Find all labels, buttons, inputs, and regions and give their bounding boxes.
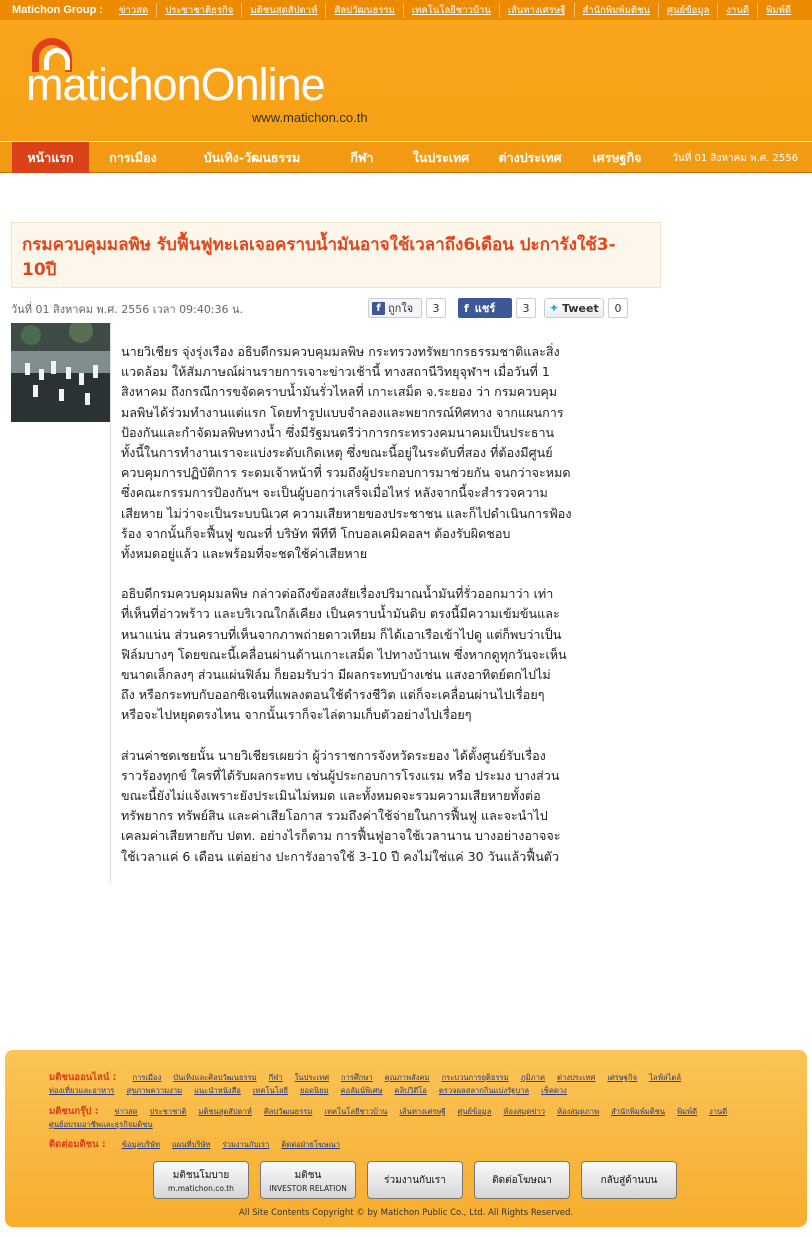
nav-tab-politics[interactable]: การเมือง	[109, 149, 157, 165]
content-divider	[110, 323, 111, 883]
group-link[interactable]: เส้นทางเศรษฐี	[499, 3, 574, 18]
footer-contact-row	[49, 1137, 749, 1152]
footer-group-row	[49, 1104, 749, 1130]
footer-button-label: มติชน	[294, 1169, 322, 1181]
tweet-widget	[544, 298, 628, 318]
footer-link[interactable]: ติดต่อฝ่ายโฆษณา	[281, 1140, 340, 1149]
footer-link[interactable]: ศูนย์ข้อมูล	[457, 1107, 492, 1116]
footer-link[interactable]: เศรษฐกิจ	[607, 1073, 638, 1082]
nav-tab-sports[interactable]: กีฬา	[350, 149, 374, 165]
footer-link[interactable]: ห้องสมุดภาพ	[557, 1107, 600, 1116]
article-body	[121, 342, 662, 887]
site-footer	[5, 1050, 807, 1227]
footer-link[interactable]: สำนักพิมพ์มติชน	[611, 1107, 666, 1116]
article-paragraph: อธิบดีกรมควบคุมมลพิษ กล่าวต่อถึงข้อสงสัยเรื่องปริมาณน้ำมันที่รั่วออกมาว่า เท่า ที่เห็นที่อ่าวพร้าว และบริเวณใกล้เคียง เป็นคราบน้ำมันดิบ ตรงนี้มีความเข้มข้นและ หนาแน่น ส่วนคราบที่เห็นจากภาพถ่ายดาวเทียม ก็ได้เอาเรือเข้าไปดู แต่ก็พบว่าเป็น ฟิล์มบางๆ โดยขณะนี้เคลื่อนผ่านด้านเกาะเสม็ด ไปทางบ้านเพ ซึ่งหากดูทุกวันจะเห็น ขนาดเล็กลงๆ ส่วนแผ่นฟิล์ม ก็ยอมรับว่า มีผลกระทบบ้างเช่น แสงอาทิตย์ตกไปไม่ ถึง หรือกระทบกับออกซิเจนที่แพลงตอนใช้ดำรงชีวิต แต่ก็จะเคลื่อนผ่านไปเรื่อยๆ หรือจะไปหยุดตรงไหน จากนั้นเราก็จะไล่ตามเก็บตัวอย่างไปเรื่อยๆ	[121, 586, 567, 723]
oil-cleanup-photo-icon	[11, 323, 110, 422]
nav-tab-entertainment[interactable]: บันเทิง-วัฒนธรรม	[203, 149, 301, 165]
footer-button-sub: INVESTOR RELATION	[269, 1183, 347, 1193]
footer-link[interactable]: การเมือง	[132, 1073, 162, 1082]
footer-link[interactable]: คอลัมน์พิเศษ	[340, 1086, 383, 1095]
site-logo[interactable]: matichonOnline	[26, 59, 325, 110]
like-label: ถูกใจ	[388, 302, 414, 315]
nav-tab-home[interactable]: หน้าแรก	[12, 142, 89, 173]
footer-group-label: มติชนกรุ๊ป :	[49, 1106, 99, 1117]
group-link[interactable]: งานดี	[717, 3, 757, 18]
nav-tab-local[interactable]: ในประเทศ	[412, 149, 470, 165]
footer-link[interactable]: แนะนำหนังสือ	[194, 1086, 241, 1095]
fb-share-widget	[458, 298, 536, 318]
footer-link[interactable]: ศิลปวัฒนธรรม	[263, 1107, 313, 1116]
group-link[interactable]: สำนักพิมพ์มติชน	[574, 3, 659, 18]
main-nav	[0, 141, 812, 173]
footer-online-label: มติชนออนไลน์ :	[49, 1072, 117, 1083]
investor-relation-button[interactable]	[260, 1161, 356, 1199]
fb-share-count: 3	[516, 298, 536, 318]
footer-link[interactable]: บันเทิงและศิลปวัฒนธรรม	[173, 1073, 257, 1082]
footer-link[interactable]: เช็คดวง	[541, 1086, 567, 1095]
footer-link[interactable]: ประชาชาติ	[149, 1107, 187, 1116]
footer-link[interactable]: เทคโนโลยีชาวบ้าน	[324, 1107, 388, 1116]
article-paragraph: นายวิเชียร จุ่งรุ่งเรือง อธิบดีกรมควบคุมมลพิษ กระทรวงทรัพยากรธรรมชาติและสิ่ง แวดล้อม ให้สัมภาษณ์ผ่านรายการเจาะข่าวเช้านี้ ทางสถานีวิทยุจุฬาฯ เมื่อวันที่ 1 สิงหาคม ถึงกรณีการขจัดคราบน้ำมันรั่วไหลที่ เกาะเสม็ด จ.ระยอง ว่า กรมควบคุม มลพิษได้ร่วมทำงานแต่แรก โดยทำรูปแบบจำลองและพยากรณ์ทิศทาง จากแผนการ ป้องกันและกำจัดมลพิษทางน้ำ ซึ่งมีรัฐมนตรีว่าการกระทรวงคมนาคมเป็นประธาน ทั้งนี้ในการทำงานเราจะแบ่งระดับเกิดเหตุ ซึ่งขณะนี้อยู่ในระดับที่สอง ที่ต้องมีศูนย์ ควบคุมการปฏิบัติการ ระดมเจ้าหน้าที่ รวมถึงผู้ประกอบการมาช่วยกัน จนกว่าจะหมด ซึ่งคณะกรรมการป้องกันฯ จะเป็นผู้บอกว่าเสร็จเมื่อไหร่ หลังจากนี้จะสำรวจความ เสียหาย ไม่ว่าจะเป็นระบบนิเวศ ความเสียหายของประชาชน และก็ไปดำเนินการฟ้อง ร้อง จากนั้นก็จะฟื้นฟู ขณะที่ บริษัท พีทีที โกบอลเคมิคอลฯ ต้องรับผิดชอบ ทั้งหมดอยู่แล้ว และพร้อมที่จะชดใช้ค่าเสียหาย	[121, 344, 572, 562]
footer-online-row	[49, 1070, 749, 1096]
footer-link[interactable]: คุณภาพสังคม	[384, 1073, 430, 1082]
footer-link[interactable]: เส้นทางเศรษฐี	[399, 1107, 446, 1116]
like-count: 3	[426, 298, 446, 318]
mobile-site-button[interactable]	[153, 1161, 249, 1199]
nav-tab-economy[interactable]: เศรษฐกิจ	[592, 149, 642, 165]
group-link[interactable]: ศิลปวัฒนธรรม	[325, 3, 403, 18]
footer-link[interactable]: เทคโนโลยี	[252, 1086, 288, 1095]
group-link[interactable]: เทคโนโลยีชาวบ้าน	[403, 3, 499, 18]
facebook-icon: f	[464, 301, 469, 315]
footer-link[interactable]: ศูนย์อบรมอาชีพและธุรกิจมติชน	[49, 1120, 153, 1129]
headline-box	[11, 222, 661, 288]
article-paragraph: ส่วนค่าชดเชยนั้น นายวิเชียรเผยว่า ผู้ว่าราชการจังหวัดระยอง ได้ตั้งศูนย์รับเรื่อง ราวร้องทุกข์ ใครที่ได้รับผลกระทบ เช่นผู้ประกอบการโรงแรม หรือ ประมง บางส่วน ขณะนี้ยังไม่แจ้งเพราะยังประเมินไม่หมด และทั้งหมดจะรวมความเสียหายทั้งต่อ ทรัพยากร ทรัพย์สิน และค่าเสียโอกาส รวมถึงค่าใช้จ่ายในการฟื้นฟู และจะนำไป เคลมค่าเสียหายกับ ปตท. อย่างไรก็ตาม การฟื้นฟูอาจใช้เวลานาน บางอย่างอาจจะ ใช้เวลาแค่ 6 เดือน แต่อย่าง ปะการังอาจใช้ 3-10 ปี คงไม่ใช่แค่ 30 วันแล้วฟื้นตัว	[121, 747, 561, 864]
like-widget	[368, 298, 446, 318]
footer-link[interactable]: ร่วมงานกับเรา	[222, 1140, 270, 1149]
footer-link[interactable]: ในประเทศ	[294, 1073, 330, 1082]
footer-buttons	[153, 1161, 677, 1199]
group-bar-label: Matichon Group :	[12, 4, 104, 16]
article-photo[interactable]	[11, 323, 110, 422]
footer-button-label: มติชนโมบาย	[172, 1169, 230, 1181]
footer-button-label: ติดต่อโฆษณา	[492, 1174, 552, 1186]
footer-link[interactable]: ไลฟ์สไตล์	[649, 1073, 681, 1082]
careers-button[interactable]	[367, 1161, 463, 1199]
footer-link[interactable]: ท่องเที่ยวและอาหาร	[49, 1086, 115, 1095]
fb-share-button[interactable]	[458, 298, 512, 318]
footer-link[interactable]: แผนที่บริษัท	[172, 1140, 211, 1149]
advertise-button[interactable]	[474, 1161, 570, 1199]
footer-link[interactable]: ต่างประเทศ	[557, 1073, 596, 1082]
twitter-bird-icon: ✦	[549, 301, 560, 315]
group-link[interactable]: ศูนย์ข้อมูล	[658, 3, 717, 18]
footer-link[interactable]: กีฬา	[268, 1073, 283, 1082]
back-to-top-button[interactable]	[581, 1161, 677, 1199]
group-bar	[0, 0, 812, 20]
nav-date: วันที่ 01 สิงหาคม พ.ศ. 2556	[672, 153, 798, 164]
footer-link[interactable]: กระบวนการยุติธรรม	[441, 1073, 509, 1082]
group-link[interactable]: ข่าวสด	[119, 4, 149, 16]
article-meta: วันที่ 01 สิงหาคม พ.ศ. 2556 เวลา 09:40:36 น.	[11, 303, 244, 316]
footer-contact-label: ติดต่อมติชน :	[49, 1139, 106, 1150]
facebook-icon: f	[372, 302, 385, 315]
footer-button-sub: m.matichon.co.th	[168, 1183, 234, 1193]
tweet-label: Tweet	[562, 301, 599, 315]
footer-link[interactable]: คลิปวิดีโอ	[394, 1086, 427, 1095]
footer-link[interactable]: ห้องสมุดข่าว	[503, 1107, 545, 1116]
like-button[interactable]	[368, 298, 422, 318]
footer-link[interactable]: ยอดนิยม	[299, 1086, 329, 1095]
article-title: กรมควบคุมมลพิษ รับฟื้นฟูทะเลเจอคราบน้ำมันอาจใช้เวลาถึง6เดือน ปะการังใช้3-10ปี	[22, 235, 616, 280]
footer-link[interactable]: ข่าวสด	[114, 1107, 138, 1116]
footer-link[interactable]: พิมพ์ดี	[677, 1107, 698, 1116]
group-link[interactable]: ประชาชาติธุรกิจ	[156, 3, 241, 18]
footer-link[interactable]: ข้อมูลบริษัท	[121, 1140, 161, 1149]
footer-link[interactable]: งานดี	[709, 1107, 728, 1116]
footer-link[interactable]: สุขภาพความงาม	[126, 1086, 183, 1095]
footer-link[interactable]: ตรวจผลสลากกินแบ่งรัฐบาล	[438, 1086, 530, 1095]
nav-tab-foreign[interactable]: ต่างประเทศ	[498, 149, 562, 165]
site-url: www.matichon.co.th	[252, 110, 368, 125]
footer-button-label: ร่วมงานกับเรา	[384, 1174, 446, 1186]
tweet-count: 0	[608, 298, 628, 318]
fb-share-label: แชร์	[474, 302, 496, 315]
footer-link[interactable]: ภูมิภาค	[520, 1073, 546, 1082]
copyright: All Site Contents Copyright © by Matichon Public Co., Ltd. All Rights Reserved.	[238, 1208, 574, 1218]
footer-link[interactable]: มติชนสุดสัปดาห์	[198, 1107, 252, 1116]
group-link[interactable]: พิมพ์ดี	[757, 3, 799, 18]
tweet-button[interactable]	[544, 298, 604, 318]
group-link[interactable]: มติชนสุดสัปดาห์	[241, 3, 325, 18]
footer-button-label: กลับสู่ด้านบน	[600, 1174, 658, 1186]
footer-link[interactable]: การศึกษา	[341, 1073, 373, 1082]
